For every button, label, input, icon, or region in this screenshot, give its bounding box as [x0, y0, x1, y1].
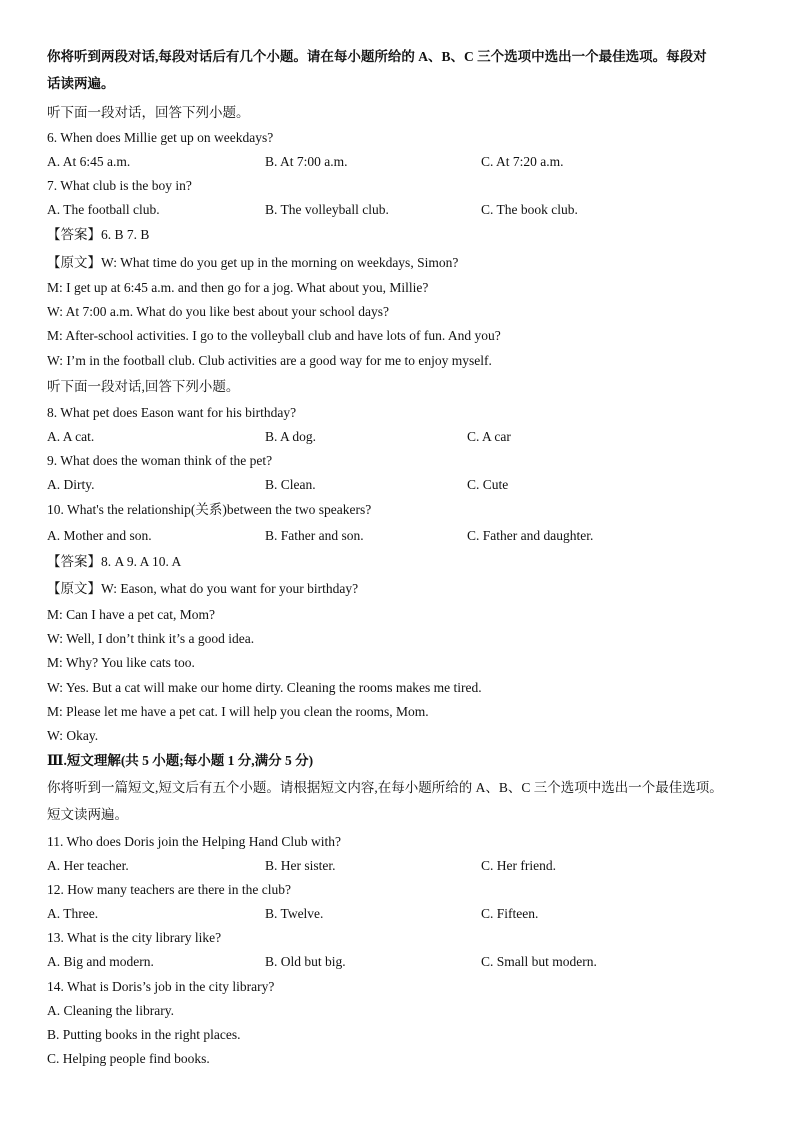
transcript-line: M: Please let me have a pet cat. I will help you clean the rooms, Mom.: [47, 704, 429, 719]
option-c: C. At 7:20 a.m.: [481, 154, 564, 169]
question-12-options: [47, 905, 747, 923]
question-14: 14. What is Doris’s job in the city library?: [47, 979, 275, 994]
option-b: B. Her sister.: [265, 858, 336, 873]
answer-2: 【答案】8. A 9. A 10. A: [47, 554, 182, 569]
question-13: 13. What is the city library like?: [47, 930, 222, 945]
option-a: A. Big and modern.: [47, 954, 154, 969]
transcript-line: M: Why? You like cats too.: [47, 655, 195, 670]
intro-line-2: 话读两遍。: [47, 76, 115, 91]
option-a: A. Her teacher.: [47, 858, 129, 873]
section3-heading: Ⅲ.短文理解(共 5 小题;每小题 1 分,满分 5 分): [47, 753, 314, 768]
question-10: 10. What's the relationship(关系)between the two speakers?: [47, 502, 372, 517]
option-a: A. Three.: [47, 906, 99, 921]
transcript-line: W: At 7:00 a.m. What do you like best about your school days?: [47, 304, 389, 319]
transcript-line: W: Okay.: [47, 728, 99, 743]
question-13-options: [47, 953, 747, 971]
question-7-options: [47, 201, 747, 219]
answer-1: 【答案】6. B 7. B: [47, 227, 150, 242]
option-b: B. Twelve.: [265, 906, 324, 921]
question-11: 11. Who does Doris join the Helping Hand Club with?: [47, 834, 341, 849]
option-b: B. A dog.: [265, 429, 317, 444]
dialogue2-instruction: 听下面一段对话,回答下列小题。: [47, 379, 240, 394]
question-9: 9. What does the woman think of the pet?: [47, 453, 273, 468]
option-a: A. Dirty.: [47, 477, 95, 492]
intro-line-1: 你将听到两段对话,每段对话后有几个小题。请在每小题所给的 A、B、C 三个选项中选出一个最佳选项。每段对: [47, 49, 707, 64]
option-a: A. Mother and son.: [47, 528, 152, 543]
option-c: C. Her friend.: [481, 858, 556, 873]
option-b: B. The volleyball club.: [265, 202, 389, 217]
option-c: C. Cute: [467, 477, 509, 492]
option-a: A. At 6:45 a.m.: [47, 154, 131, 169]
option-a: A. The football club.: [47, 202, 160, 217]
transcript-line: M: I get up at 6:45 a.m. and then go for a jog. What about you, Millie?: [47, 280, 429, 295]
question-11-options: [47, 857, 747, 875]
option-b: B. At 7:00 a.m.: [265, 154, 348, 169]
dialogue1-instruction: 听下面一段对话，回答下列小题。: [47, 105, 250, 120]
question-7: 7. What club is the boy in?: [47, 178, 192, 193]
question-6-options: [47, 153, 747, 171]
option-b: B. Putting books in the right places.: [47, 1027, 241, 1042]
question-8: 8. What pet does Eason want for his birthday?: [47, 405, 297, 420]
transcript-line: 【原文】W: Eason, what do you want for your birthday?: [47, 581, 359, 596]
option-c: C. A car: [467, 429, 511, 444]
transcript-line: W: Well, I don’t think it’s a good idea.: [47, 631, 255, 646]
option-a: A. Cleaning the library.: [47, 1003, 174, 1018]
option-c: C. Small but modern.: [481, 954, 597, 969]
question-12: 12. How many teachers are there in the club?: [47, 882, 292, 897]
question-6: 6. When does Millie get up on weekdays?: [47, 130, 274, 145]
option-c: C. Fifteen.: [481, 906, 539, 921]
question-10-options: [47, 527, 747, 545]
option-c: C. The book club.: [481, 202, 578, 217]
option-c: C. Father and daughter.: [467, 528, 594, 543]
section3-instruction-2: 短文读两遍。: [47, 807, 128, 822]
option-b: B. Father and son.: [265, 528, 364, 543]
transcript-line: M: Can I have a pet cat, Mom?: [47, 607, 215, 622]
transcript-line: W: Yes. But a cat will make our home dirty. Cleaning the rooms makes me tired.: [47, 680, 482, 695]
question-9-options: [47, 476, 747, 494]
transcript-line: 【原文】W: What time do you get up in the morning on weekdays, Simon?: [47, 255, 459, 270]
transcript-line: W: I’m in the football club. Club activities are a good way for me to enjoy myself.: [47, 353, 492, 368]
question-8-options: [47, 428, 747, 446]
section3-instruction-1: 你将听到一篇短文,短文后有五个小题。请根据短文内容,在每小题所给的 A、B、C 三个选项中选出一个最佳选项。: [47, 780, 723, 795]
option-a: A. A cat.: [47, 429, 95, 444]
option-c: C. Helping people find books.: [47, 1051, 210, 1066]
option-b: B. Old but big.: [265, 954, 346, 969]
transcript-line: M: After-school activities. I go to the volleyball club and have lots of fun. And you?: [47, 328, 501, 343]
option-b: B. Clean.: [265, 477, 316, 492]
